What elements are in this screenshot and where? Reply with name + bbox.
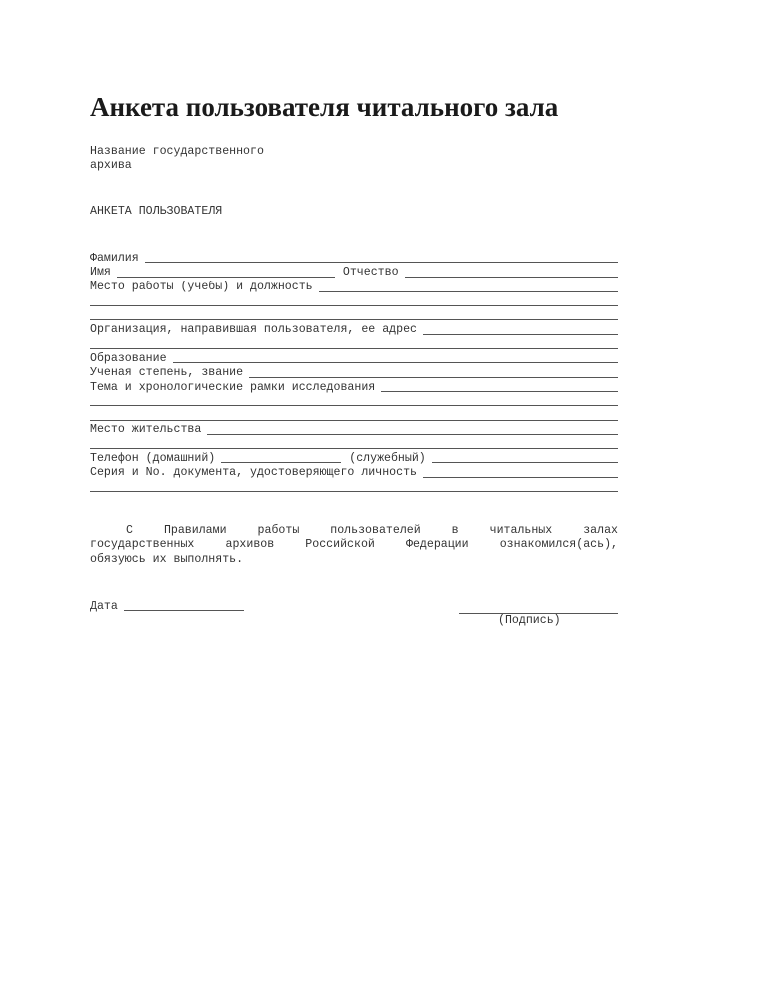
workplace-field-line-2[interactable] (90, 305, 618, 306)
date-field[interactable] (124, 610, 244, 611)
workplace-continuation-row-2 (90, 309, 618, 323)
phone-row (90, 452, 618, 466)
research-topic-continuation-row-2 (90, 409, 618, 423)
agreement-word: в (451, 524, 459, 537)
form-heading: АНКЕТА ПОЛЬЗОВАТЕЛЯ (90, 205, 223, 218)
date-row (90, 600, 244, 614)
agreement-word: ознакомился(ась), (499, 538, 618, 552)
name-field[interactable] (117, 277, 335, 278)
agreement-word: Российской (305, 538, 375, 552)
name-row (90, 266, 618, 280)
surname-row (90, 252, 618, 266)
organization-field-line-2[interactable] (90, 348, 618, 349)
workplace-continuation-row-1 (90, 295, 618, 309)
degree-field[interactable] (249, 377, 618, 378)
research-topic-field[interactable] (381, 391, 618, 392)
phone-work-field[interactable] (432, 462, 618, 463)
education-field[interactable] (173, 362, 618, 363)
id-document-field-line-2[interactable] (90, 491, 618, 492)
phone-home-label: Телефон (домашний) (90, 452, 216, 466)
education-label: Образование (90, 352, 167, 365)
agreement-word: С (126, 524, 133, 537)
archive-name-line-2: архива (90, 159, 132, 173)
education-row (90, 352, 618, 366)
agreement-word: государственных (90, 538, 195, 552)
surname-label: Фамилия (90, 252, 139, 265)
patronymic-label: Отчество (342, 266, 399, 280)
agreement-word: работы (257, 524, 300, 537)
id-document-field[interactable] (423, 477, 618, 478)
residence-row (90, 424, 618, 438)
agreement-word: залах (583, 524, 618, 537)
agreement-word: архивов (225, 538, 275, 552)
date-label: Дата (90, 600, 118, 613)
degree-label: Ученая степень, звание (90, 366, 244, 380)
archive-name-label (90, 145, 330, 174)
research-topic-field-line-2[interactable] (90, 405, 618, 406)
agreement-line-3: обязуюсь их выполнять. (90, 552, 244, 566)
residence-field-line-2[interactable] (90, 448, 618, 449)
id-document-continuation-row (90, 481, 618, 495)
organization-label: Организация, направившая пользователя, ее адрес (90, 323, 417, 337)
agreement-paragraph (90, 524, 618, 567)
agreement-word: читальных (489, 524, 553, 537)
agreement-word: пользователей (330, 524, 421, 537)
workplace-field[interactable] (319, 291, 618, 292)
residence-continuation-row (90, 438, 618, 452)
organization-continuation-row (90, 338, 618, 352)
surname-field[interactable] (145, 262, 618, 263)
residence-label: Место жительства (90, 423, 202, 437)
workplace-field-line-3[interactable] (90, 319, 618, 320)
workplace-row (90, 281, 618, 295)
agreement-word: Правилами (163, 524, 227, 537)
name-label: Имя (90, 266, 111, 280)
document-title: Анкета пользователя читального зала (90, 92, 559, 122)
research-topic-continuation-row-1 (90, 395, 618, 409)
id-document-row (90, 466, 618, 480)
patronymic-field[interactable] (405, 277, 618, 278)
research-topic-row (90, 381, 618, 395)
signature-caption: (Подпись) (498, 614, 561, 627)
organization-field[interactable] (423, 334, 618, 335)
agreement-word: Федерации (405, 538, 469, 552)
form-fields (90, 252, 618, 495)
research-topic-label: Тема и хронологические рамки исследования (90, 380, 376, 394)
signature-field[interactable] (459, 599, 618, 614)
degree-row (90, 366, 618, 380)
research-topic-field-line-3[interactable] (90, 420, 618, 421)
phone-work-label: (служебный) (349, 452, 426, 466)
id-document-label: Серия и No. документа, удостоверяющего личность (90, 466, 417, 480)
workplace-label: Место работы (учебы) и должность (90, 280, 313, 294)
residence-field[interactable] (207, 434, 618, 435)
archive-name-line-1: Название государственного (90, 145, 264, 158)
agreement-line-2 (90, 538, 618, 552)
organization-row (90, 323, 618, 337)
agreement-line-1 (90, 524, 618, 538)
phone-home-field[interactable] (221, 462, 341, 463)
